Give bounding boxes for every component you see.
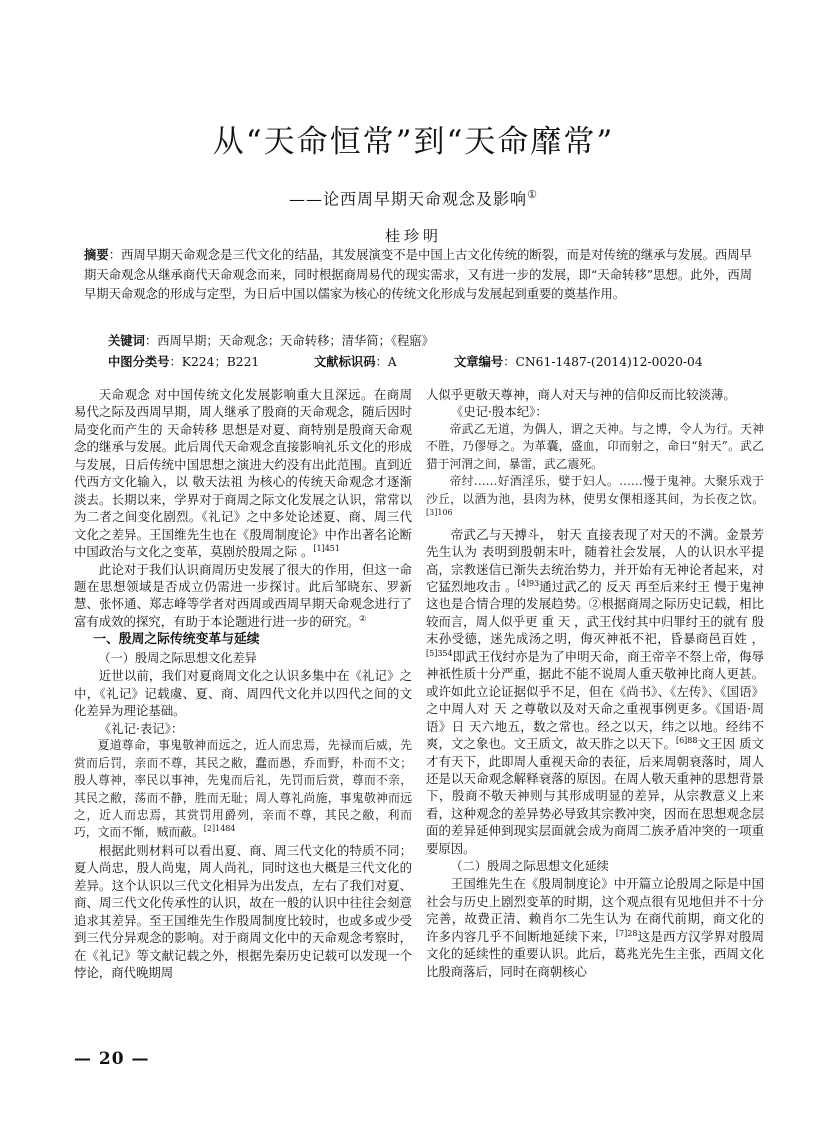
classification-line: [108, 352, 752, 372]
keywords-label: 关键词: [108, 334, 145, 348]
article-label: 文章编号: [454, 355, 504, 369]
citation-ref: [5]354: [426, 648, 453, 658]
body-paragraph: [74, 561, 412, 631]
body-right-column: [426, 386, 764, 980]
quote-source: [74, 720, 412, 737]
author-name: 桂珍明: [384, 227, 442, 245]
citation-ref: ②: [358, 613, 367, 623]
article-value: ：CN61-1487-(2014)12-0020-04: [503, 355, 703, 369]
doc-label: 文献标识码: [314, 355, 376, 369]
paragraph-text: 《史记·殷本纪》：: [450, 404, 548, 420]
paragraph-text: 《礼记·表记》：: [98, 720, 184, 736]
paragraph-text: （一）殷周之际思想文化差异: [98, 651, 257, 666]
paragraph-text: 此论对于我们认识商周历史发展了很大的作用，但这一命题在思想领域是否成立仍需进一步探讨。此后邹晓东、罗新慧、张怀通、郑志峰等学者对西周或西周早期天命观念进行了富有成效的探究，有助于本论题进行进一步的研究。: [74, 561, 412, 629]
abstract-label: 摘要: [84, 248, 109, 262]
citation-ref: [1]451: [313, 543, 340, 553]
clc-value: ：K224；B221: [169, 355, 260, 369]
keywords-text: ：西周早期；天命观念；天命转移；清华简；《程寤》: [144, 334, 434, 348]
paragraph-text: 人似乎更敬天尊神，商人对天与神的信仰反而比较淡薄。: [426, 387, 736, 402]
article-subtitle: [0, 183, 827, 211]
subtitle-text: ——论西周早期天命观念及影响: [289, 189, 528, 209]
paragraph-text: 这是西方汉学界对殷周文化的延续性的重要认识。此后，葛兆光先生主张，西周文化比殷商落后，同时在商朝核心: [426, 928, 765, 979]
paragraph-text: 一、殷周之际传统变革与延续: [93, 632, 260, 648]
paragraph-text: 帝纣……好酒淫乐，嬖于妇人。……慢于鬼神。大聚乐戏于沙丘，以酒为池，县肉为林，使男女倮相逐其间，为长夜之饮。: [426, 474, 764, 506]
abstract: [84, 246, 752, 305]
paragraph-text: 天命观念 对中国传统文化发展影响重大且深远。在商周易代之际及西周早期，周人继承了殷商的天命观念，随后因时局变化而产生的 天命转移 思想是对夏、商特别是殷商天命观念的继承与发展。此后周代天命观念直接影响礼乐文化的形成与发展，日后传统中国思想之演进大约没有出此范围。直到近代西方文化输入，以 敬天法祖 为核心的传统天命观念才逐渐淡去。长期以来，学界对于商周之际文化发展之认识，常常以为二者之间变化剧烈。《礼记》之中多处论述夏、商、周三代文化之差异。王国维先生也在《殷周制度论》中作出著名论断 中国政治与文化之变革，莫剧於殷周之际 。: [74, 387, 412, 560]
document-code: [314, 352, 397, 372]
body-paragraph: [74, 386, 412, 561]
clc-number: [108, 352, 259, 372]
paragraph-text: 王国维先生在《殷周制度论》中开篇立论殷周之际是中国社会与历史上剧烈变革的时期，这个观点很有见地但并不十分完善，故费正清、赖肖尔二先生认为 在商代前期，商文化的许多内容几乎不间断地延续下来，: [426, 876, 764, 944]
clc-label: 中图分类号: [108, 355, 170, 369]
section-heading: [74, 630, 412, 649]
doc-value: ：A: [375, 355, 397, 369]
page-number: — 20 —: [74, 1049, 150, 1069]
body-paragraph: [74, 842, 412, 982]
subsection-heading: [74, 649, 412, 667]
subtitle-footnote-mark: ①: [527, 188, 538, 201]
paragraph-text: （二）殷周之际思想文化延续: [450, 859, 609, 874]
quote-source: [426, 403, 764, 420]
paragraph-text: 文王因 质文 才有天下，此即周人重视天命的表征，后来周朝衰落时，周人还是以天命观念解释衰落的原因。在周人敬天重神的思想背景下，殷商不敬天神则与其形成明显的差异，从宗教意义上来看，这种观念的差异势必导致其宗教冲突，因而在思想观念层面的差异延伸到现实层面就会成为商周二族矛盾冲突的一项重要原因。: [426, 736, 764, 856]
citation-ref: [2]1484: [203, 824, 236, 834]
body-left-column: [74, 386, 412, 982]
article-title: 从“天命恒常”到“天命靡常”: [212, 124, 615, 160]
paragraph-text: 帝武乙无道，为偶人，谓之天神。与之博，令人为行。天神不胜，乃僇辱之。为革囊，盛血，卬而射之，命曰“射天”。武乙猎于河渭之间，暴雷，武乙震死。: [426, 421, 764, 471]
paragraph-text: 即武王伐纣亦是为了申明天命，商王帝辛不祭上帝，侮辱神祇性质十分严重，据此不能不说周人重天敬神比商人更甚。或许如此立论证据似乎不足，但在《尚书》、《左传》、《国语》之中周人对 天 之尊敬以及对天命之重视事例更多。《国语·周语》日 天六地五，数之常也。经之以天，纬之以地。经纬不爽，文之象也。文王质文，故天胙之以天下。: [426, 648, 764, 752]
article-number: [454, 352, 703, 372]
paragraph-text: 根据此则材料可以看出夏、商、周三代文化的特质不同；夏人尚忠，殷人尚鬼，周人尚礼，同时这也大概是三代文化的差异。这个认识以三代文化相异为出发点，左右了我们对夏、商、周三代文化传承性的认识，故在一般的认识中往往会刻意追求其差异。至王国维先生作殷周制度比较时，也或多或少受到三代分异观念的影响。对于商周文化中的天命观念考察时，在《礼记》等文献记载之外，根据先秦历史记载可以发现一个悖论，商代晚期周: [74, 842, 412, 981]
citation-ref: [6]88: [675, 735, 698, 745]
paragraph-text: 帝武乙与天搏斗， 射天 直接表现了对天的不满。金景芳先生认为 表明到殷朝末叶，随着社会发展，人的认识水平提高，宗教迷信已渐失去统治势力，并开始有无神论者起来，对它猛烈地攻击 。: [426, 526, 764, 594]
body-paragraph: [426, 875, 764, 980]
block-quote: [426, 421, 764, 473]
paragraph-text: 近世以前，我们对夏商周文化之认识多集中在《礼记》之中，《礼记》记载虞、夏、商、周四代文化并以四代之间的文化差异为理论基础。: [74, 668, 412, 719]
block-quote: [426, 473, 764, 525]
block-quote: [74, 737, 412, 842]
citation-ref: [4]93: [517, 578, 540, 588]
body-paragraph: [74, 667, 412, 719]
paragraph-text: 夏道尊命，事鬼敬神而远之，近人而忠焉，先禄而后威，先赏而后罚，亲而不尊，其民之敝，蠢而愚，乔而野，朴而不文；殷人尊神，率民以事神，先鬼而后礼，先罚而后赏，尊而不亲，其民之敝，荡而不静，胜而无耻；周人尊礼尚施，事鬼敬神而远之，近人而忠焉，其赏罚用爵列，亲而不尊，其民之敝，利而巧，文而不惭，贼而蔽。: [74, 738, 412, 840]
subsection-heading: [426, 857, 764, 875]
citation-ref: [3]106: [426, 508, 453, 518]
keywords: [108, 332, 752, 352]
citation-ref: [7]28: [615, 928, 638, 938]
body-paragraph: [426, 386, 764, 403]
paragraph-text: 通过武乙的 反天 再至后来纣王 慢于鬼神 这也是合情合理的发展趋势。②根据商周之际历史记载，相比较而言，周人似乎更 重 天 ，武王伐纣其中归罪纣王的就有 殷末孙受德，迷先成汤之明，侮灭神祇不祀，昏暴商邑百姓 ，: [426, 578, 764, 647]
abstract-text: ：西周早期天命观念是三代文化的结晶，其发展演变不是中国上古文化传统的断裂，而是对传统的继承与发展。西周早期天命观念从继承商代天命观念而来，同时根据商周易代的现实需求，又有进一步的发展，即“天命转移”思想。此外，西周早期天命观念的形成与定型，为日后中国以儒家为核心的传统文化形成与发展起到重要的奠基作用。: [84, 248, 752, 301]
body-paragraph: [426, 526, 764, 858]
